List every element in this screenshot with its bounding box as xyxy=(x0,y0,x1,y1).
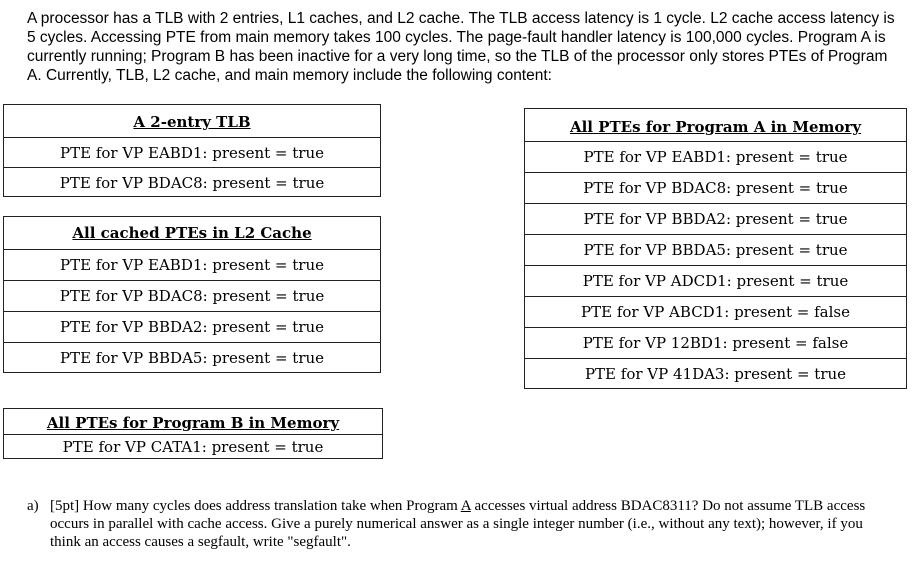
program-b-row: PTE for VP CATA1: present = true xyxy=(62,438,324,456)
program-a-row: PTE for VP BBDA5: present = true xyxy=(525,235,906,266)
program-a-memory-table xyxy=(524,108,907,389)
question-a xyxy=(27,497,897,551)
problem-intro: A processor has a TLB with 2 entries, L1 caches, and L2 cache. The TLB access latency is 1 cycle. L2 cache access latency is 5 cycles. Accessing PTE from main memory takes 100 cycles. The page-fault handler latency is 100,000 cycles. Program A is currently running; Program B has been inactive for a very long time, so the TLB of the processor only stores PTEs of Program A. Currently, TLB, L2 cache, and main memory include the following content: xyxy=(27,10,895,84)
question-label: a) xyxy=(27,498,39,514)
program-a-row: PTE for VP BDAC8: present = true xyxy=(525,173,906,204)
tlb-row: PTE for VP EABD1: present = true xyxy=(4,138,380,168)
question-text-before: [5pt] How many cycles does address translation take when Program xyxy=(50,498,461,514)
program-a-row: PTE for VP EABD1: present = true xyxy=(525,142,906,173)
program-a-row: PTE for VP ABCD1: present = false xyxy=(525,297,906,328)
l2-cache-row: PTE for VP BBDA5: present = true xyxy=(59,349,325,367)
program-a-table-title: All PTEs for Program A in Memory xyxy=(525,109,906,142)
program-b-table-title: All PTEs for Program B in Memory xyxy=(4,409,382,435)
program-a-row: PTE for VP 41DA3: present = true xyxy=(584,365,847,383)
question-text-after: accesses virtual address BDAC8311? Do not assume TLB access occurs in parallel with cache access. Give a purely numerical answer as a single integer number (i.e., without any text); however, if you think an access causes a segfault, write "segfault". xyxy=(50,498,866,550)
program-a-row: PTE for VP 12BD1: present = false xyxy=(525,328,906,359)
program-a-row: PTE for VP BBDA2: present = true xyxy=(525,204,906,235)
tlb-table-title: A 2-entry TLB xyxy=(4,105,380,138)
l2-cache-row: PTE for VP BBDA2: present = true xyxy=(4,312,380,343)
question-program-letter: A xyxy=(460,498,471,514)
program-b-memory-table xyxy=(3,408,383,459)
l2-cache-row: PTE for VP EABD1: present = true xyxy=(4,250,380,281)
l2-cache-table-title: All cached PTEs in L2 Cache xyxy=(4,217,380,250)
tlb-row: PTE for VP BDAC8: present = true xyxy=(59,174,325,192)
tlb-table xyxy=(3,104,381,197)
l2-cache-table xyxy=(3,216,381,373)
question-text xyxy=(50,497,897,551)
program-a-row: PTE for VP ADCD1: present = true xyxy=(525,266,906,297)
l2-cache-row: PTE for VP BDAC8: present = true xyxy=(4,281,380,312)
